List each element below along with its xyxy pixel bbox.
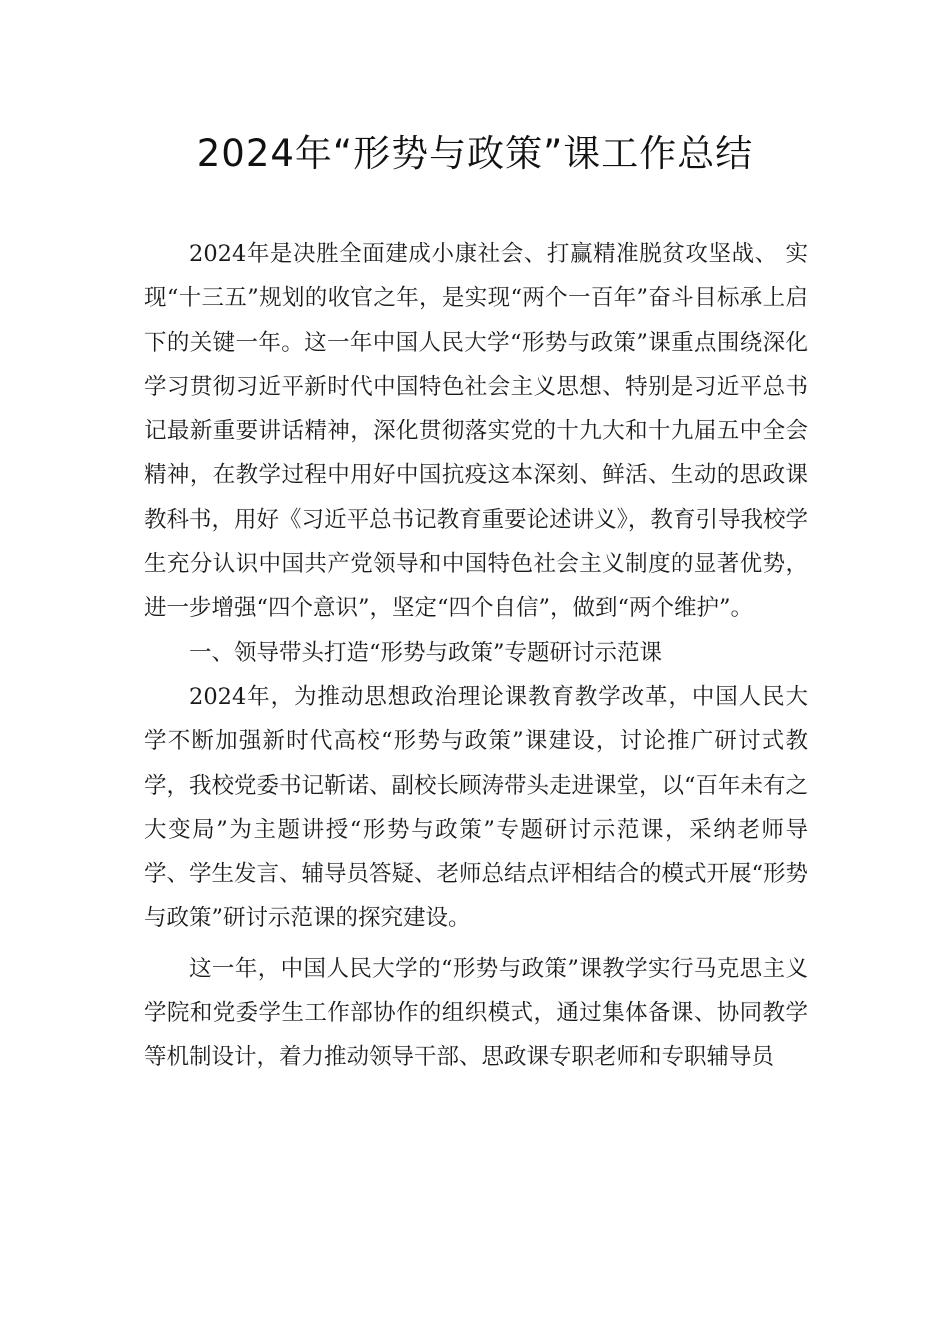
paragraph-section-2: 这一年，中国人民大学的“形势与政策”课教学实行马克思主义学院和党委学生工作部协作的组织模式，通过集体备课、协同教学等机制设计，着力推动领导干部、思政课专职老师和专职辅导员 <box>144 955 808 1071</box>
section-heading-1: 一、领导带头打造“形势与政策”专题研讨示范课 <box>189 639 663 666</box>
document-body <box>144 232 808 1080</box>
paragraph-section-1: 2024年，为推动思想政治理论课教育教学改革，中国人民大学不断加强新时代高校“形势与政策”课建设，讨论推广研讨式教学，我校党委书记靳诺、副校长顾涛带头走进课堂，以“百年未有之大变局”为主题讲授“形势与政策”专题研讨示范课，采纳老师导学、学生发言、辅导员答疑、老师总结点评相结合的模式开展“形势与政策”研讨示范课的探究建设。 <box>144 683 809 932</box>
document-title: 2024年“形势与政策”课工作总结 <box>196 132 754 175</box>
paragraph-intro: 2024年是决胜全面建成小康社会、打赢精准脱贫攻坚战、 实现“十三五”规划的收官之年，是实现“两个一百年”奋斗目标承上启下的关键一年。这一年中国人民大学“形势与政策”课重点围绕深化学习贯彻习近平新时代中国特色社会主义思想、特别是习近平总书记最新重要讲话精神，深化贯彻落实党的十九大和十九届五中全会精神，在教学过程中用好中国抗疫这本深刻、鲜活、生动的思政课教科书，用好《习近平总书记教育重要论述讲义》，教育引导我校学生充分认识中国共产党领导和中国特色社会主义制度的显著优势，进一步增强“四个意识”，坚定“四个自信”，做到“两个维护”。 <box>144 241 808 622</box>
